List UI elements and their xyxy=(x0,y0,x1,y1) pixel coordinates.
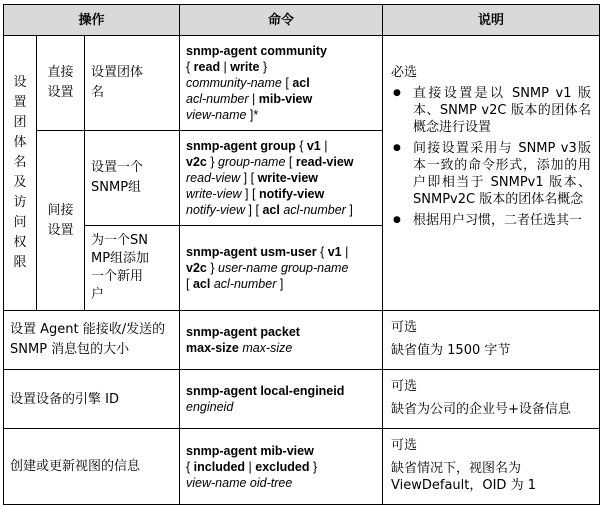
desc-bullet-list xyxy=(391,85,591,229)
cmd-param: community-name xyxy=(186,76,282,90)
cmd-sym: ] xyxy=(276,277,284,291)
table-row xyxy=(4,311,600,370)
list-item: ● 根据用户习惯，二者任选其一 xyxy=(391,212,591,229)
cmd-keyword: v2c xyxy=(186,261,207,275)
cmd-keyword: acl xyxy=(192,277,211,291)
cmd-keyword: v2c xyxy=(186,155,207,169)
cmd-keyword: acl xyxy=(262,203,280,217)
cmd-sym: [ xyxy=(285,155,296,169)
cmd-cell xyxy=(180,370,383,429)
cmd-param: max-size xyxy=(242,341,293,355)
cmd-sym: ]* xyxy=(246,108,259,122)
snmp-config-table xyxy=(3,4,600,505)
cmd-param: notify-view xyxy=(186,203,246,217)
op-cell xyxy=(4,370,180,429)
table-row xyxy=(4,370,600,429)
cmd-param: read-view xyxy=(186,171,241,185)
cmd-sym: | xyxy=(320,139,328,153)
cmd-sym: { xyxy=(316,245,328,259)
cmd-sym: ] [ xyxy=(241,187,259,201)
cmd-keyword: snmp-agent packet xyxy=(186,325,300,339)
cmd-param: acl-number xyxy=(213,277,277,291)
desc-cell xyxy=(383,311,600,370)
cmd-keyword: read-view xyxy=(295,155,354,169)
table-row xyxy=(4,429,600,505)
cmd-keyword: write-view xyxy=(257,171,319,185)
cmd-sym: [ xyxy=(186,277,193,291)
cmd-keyword: v1 xyxy=(306,139,321,153)
cmd-cell xyxy=(180,311,383,370)
cmd-keyword: read xyxy=(193,60,221,74)
cmd-sym: ] xyxy=(345,203,353,217)
desc-optional: 可选 xyxy=(391,320,418,335)
desc-default: 缺省情况下，视图名为 ViewDefault，OID 为 1 xyxy=(391,461,536,493)
group-label-cell xyxy=(4,36,37,311)
op-text: 创建或更新视图的信息 xyxy=(10,459,141,474)
list-item: ● 间接设置采用与 SNMP v3版本一致的命令形式，添加的用户即相当于 SNMPv1 版本、SNMPv2C 版本的团体名概念 xyxy=(391,140,591,208)
desc-required: 必选 xyxy=(391,65,418,80)
cmd-sym: } xyxy=(309,459,318,474)
cmd-keyword: snmp-agent usm-user xyxy=(186,245,317,259)
cmd-sym: ] [ xyxy=(240,171,258,185)
cmd-param: view-name oid-tree xyxy=(186,475,293,490)
table-header-row xyxy=(4,5,600,36)
op-text: 设置设备的引擎 ID xyxy=(10,391,119,407)
cmd-keyword: included xyxy=(193,459,246,474)
op-text: 为一个SNMP组添加一个新用户 xyxy=(91,233,150,302)
cmd-cell xyxy=(180,226,383,311)
cmd-keyword: snmp-agent mib-view xyxy=(186,443,314,458)
cmd-sym: { xyxy=(186,459,194,474)
desc-default: 缺省为公司的企业号+设备信息 xyxy=(391,402,571,417)
cmd-param: group-name xyxy=(218,155,286,169)
op-cell xyxy=(85,131,180,226)
cmd-sym: } xyxy=(259,60,268,74)
op-text: 设置一个SNMP组 xyxy=(91,160,144,195)
desc-default: 缺省值为 1500 字节 xyxy=(391,343,511,358)
op-cell xyxy=(4,311,180,370)
cmd-keyword: snmp-agent community xyxy=(186,44,328,58)
list-item: ● 直接设置是以 SNMP v1 版本、SNMP v2C 版本的团体名概念进行设置 xyxy=(391,85,591,136)
direct-label: 直接设置 xyxy=(47,65,74,100)
cmd-keyword: notify-view xyxy=(258,187,325,201)
cmd-cell xyxy=(180,131,383,226)
desc-optional: 可选 xyxy=(391,438,418,453)
desc-cell xyxy=(383,370,600,429)
cmd-sym: { xyxy=(186,60,194,74)
indirect-label: 间接设置 xyxy=(47,202,74,238)
cmd-keyword: snmp-agent group xyxy=(186,139,296,153)
cmd-keyword: v1 xyxy=(327,245,342,259)
indirect-label-cell xyxy=(37,131,85,311)
op-cell xyxy=(85,226,180,311)
cmd-cell xyxy=(180,429,383,505)
cmd-keyword: mib-view xyxy=(258,92,313,106)
op-cell xyxy=(85,36,180,131)
group-label: 设置团体名及访问权限 xyxy=(13,75,27,270)
cmd-sym: [ xyxy=(281,76,293,90)
cmd-keyword: write xyxy=(230,60,260,74)
cmd-param: acl-number xyxy=(283,203,346,217)
cmd-sym: | xyxy=(220,60,231,74)
cmd-sym: | xyxy=(245,459,256,474)
cmd-cell xyxy=(180,36,383,131)
op-text: 设置 Agent 能接收/发送的 SNMP 消息包的大小 xyxy=(10,322,166,357)
cmd-sym: { xyxy=(295,139,307,153)
cmd-keyword: max-size xyxy=(186,341,239,355)
header-command: 命令 xyxy=(180,5,383,36)
op-text: 设置团体名 xyxy=(91,65,144,100)
cmd-sym: } xyxy=(206,261,218,275)
op-cell xyxy=(4,429,180,505)
cmd-keyword: excluded xyxy=(255,459,310,474)
cmd-keyword: snmp-agent local-engineid xyxy=(186,384,345,398)
cmd-sym: } xyxy=(206,155,218,169)
desc-group-cell xyxy=(383,36,600,311)
direct-label-cell xyxy=(37,36,85,131)
header-description: 说明 xyxy=(383,5,600,36)
cmd-sym: ] [ xyxy=(245,203,263,217)
header-operation: 操作 xyxy=(4,5,180,36)
cmd-param: view-name xyxy=(186,108,247,122)
cmd-sym: | xyxy=(341,245,349,259)
cmd-param: user-name group-name xyxy=(218,261,349,275)
cmd-param: acl-number xyxy=(186,92,249,106)
table-row xyxy=(4,36,600,131)
desc-cell xyxy=(383,429,600,505)
cmd-keyword: acl xyxy=(292,76,310,90)
desc-optional: 可选 xyxy=(391,379,418,394)
cmd-sym: | xyxy=(248,92,259,106)
cmd-param: engineid xyxy=(186,400,234,414)
cmd-param: write-view xyxy=(186,187,242,201)
